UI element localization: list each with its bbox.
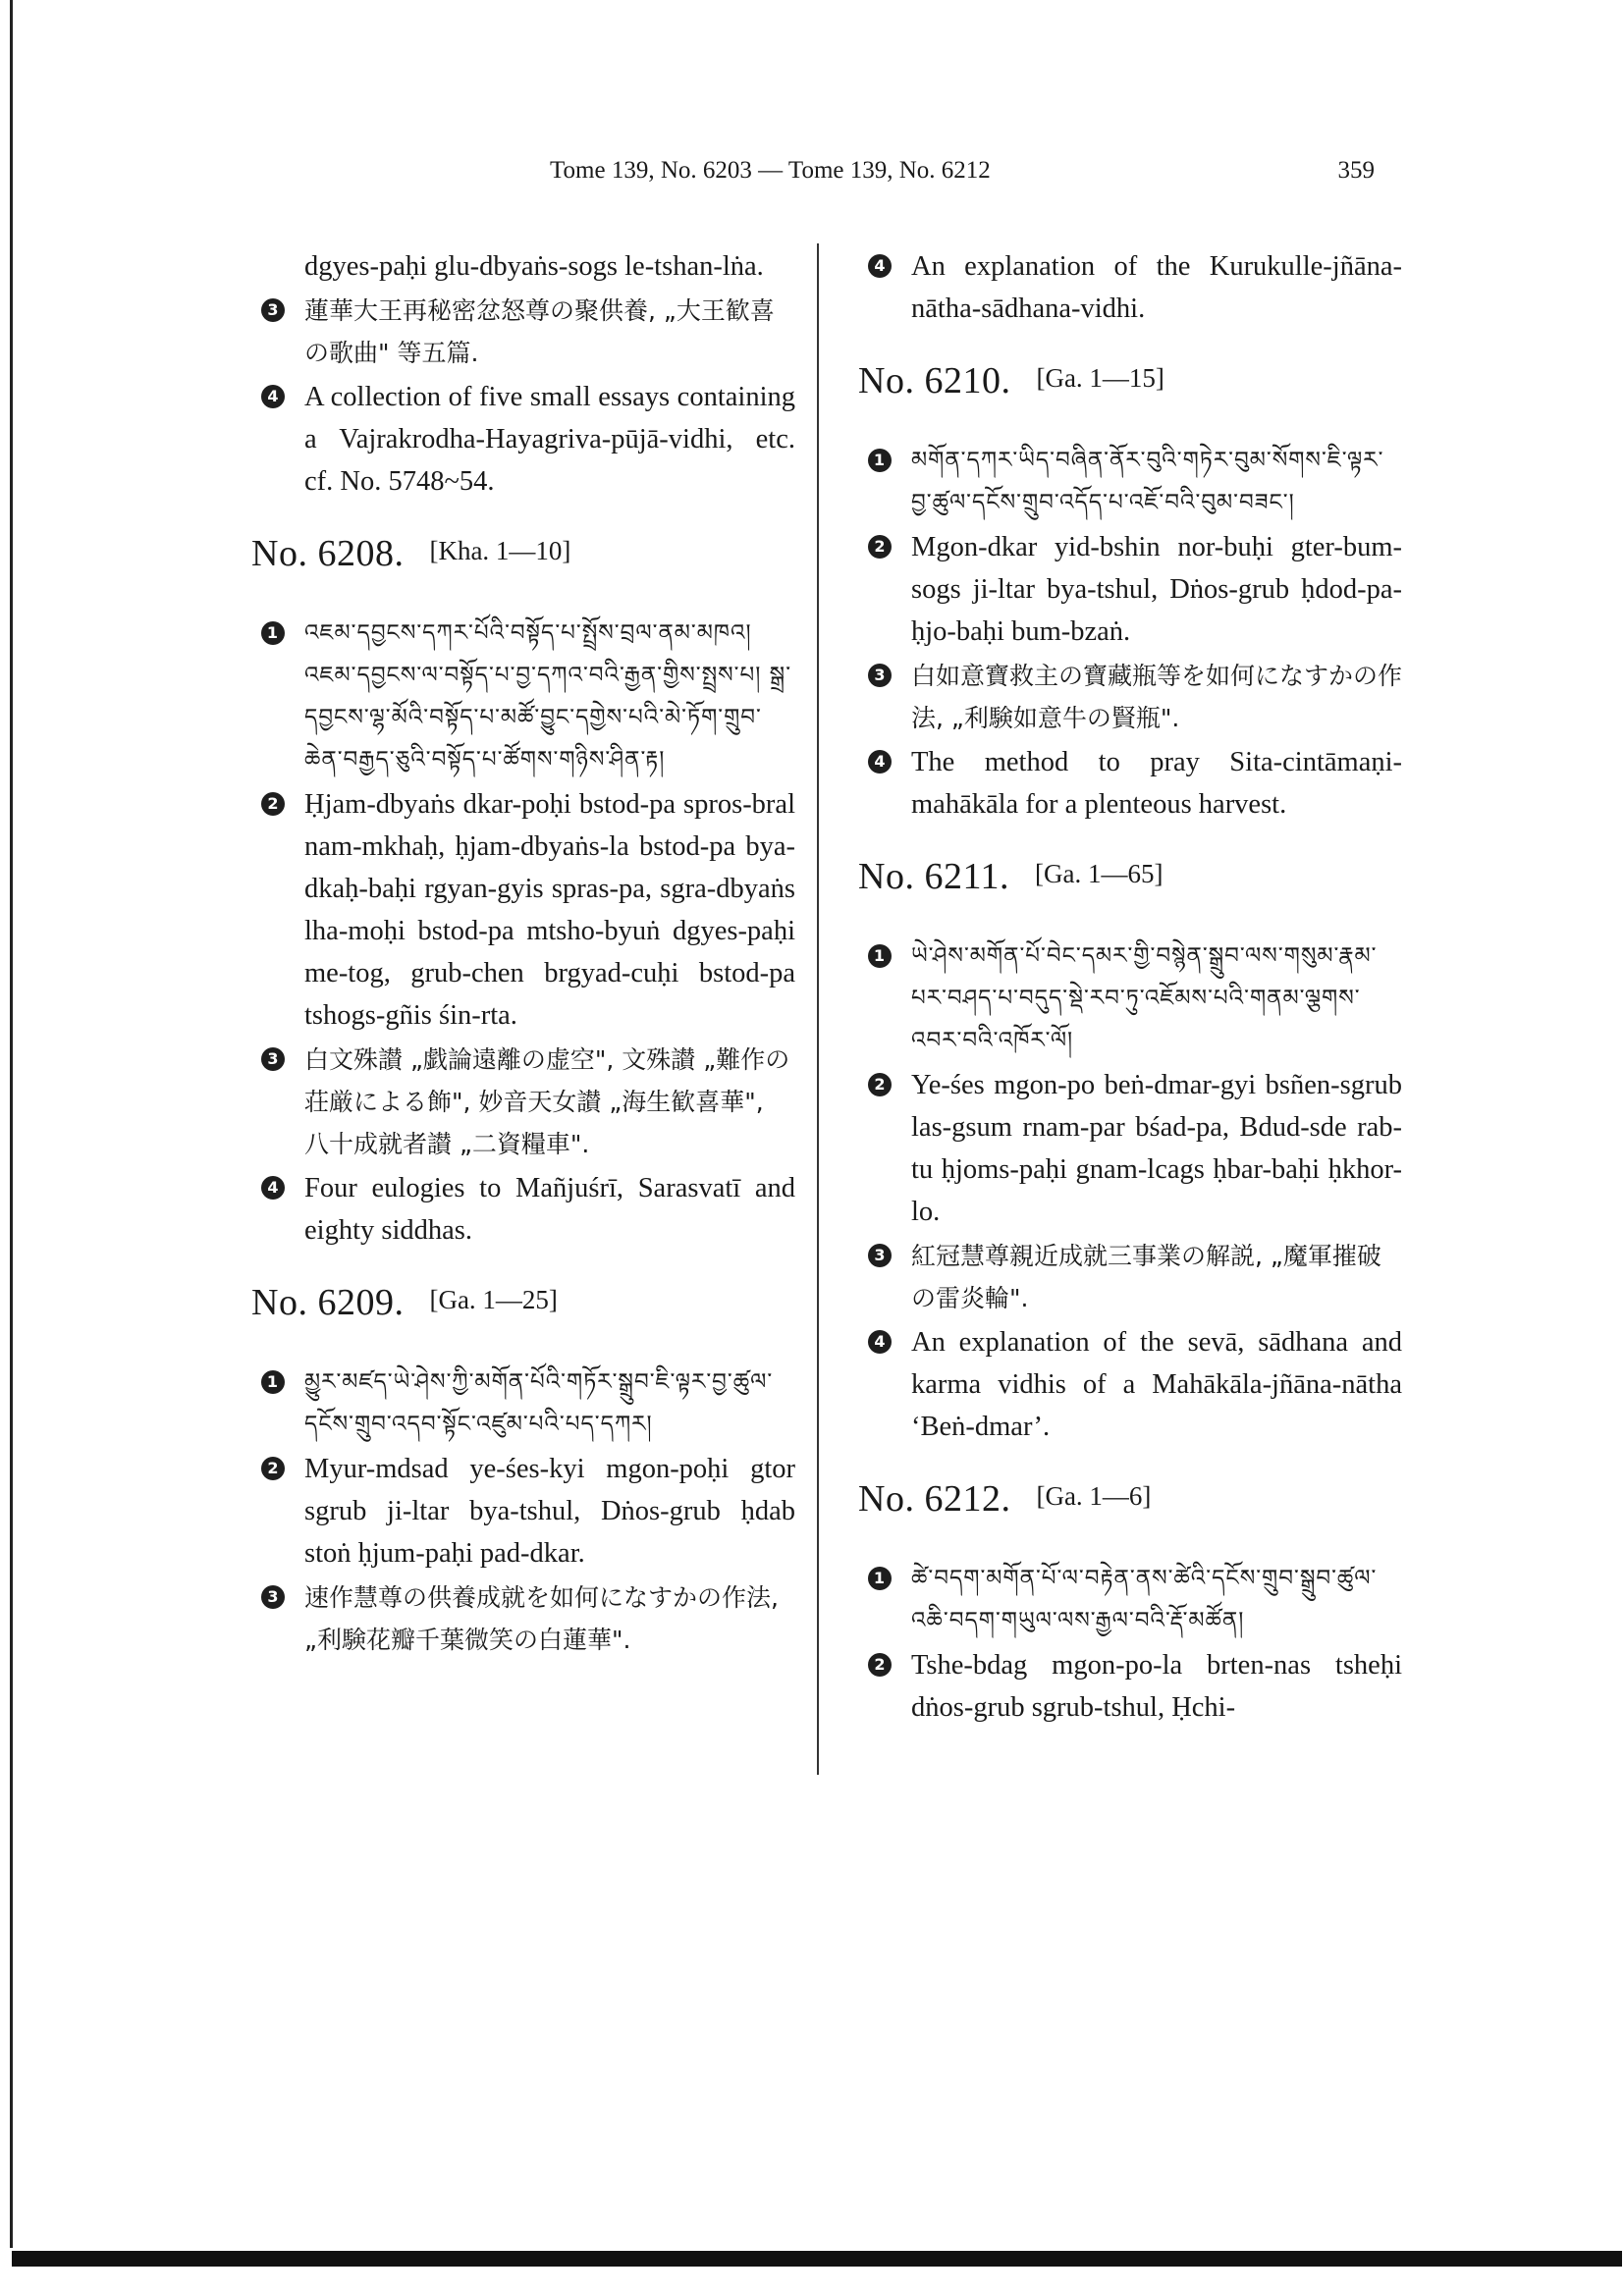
- marker-2-icon: 2: [261, 792, 285, 816]
- entry-heading-6209: [251, 1279, 795, 1334]
- marker-3-icon: 3: [868, 664, 892, 687]
- running-header: [550, 157, 1375, 192]
- entry-heading-6208: [251, 530, 795, 585]
- entry-heading-6212: [858, 1475, 1402, 1530]
- continuation-translit: dgyes-paḥi glu-dbyaṅs-sogs le-tshan-lṅa.: [304, 251, 764, 282]
- entry-reference: [Ga. 1—25]: [429, 1285, 558, 1314]
- marker-2-icon: 2: [868, 1073, 892, 1096]
- entry-6211-japanese: 3 紅冠慧尊親近成就三事業の解説, „魔軍摧破の雷炎輪".: [852, 1235, 1402, 1319]
- entry-6210-japanese: 3 白如意寶救主の寶藏瓶等を如何になすかの作法, „利験如意牛の賢瓶".: [852, 655, 1402, 739]
- entry-6209-tibetan: 1 མྱུར་མཛད་ཡེ་ཤེས་ཀྱི་མགོན་པོའི་གཏོར་སྒྲུབ་ཇི་ལྟར་བྱ་ཚུལ་དངོས་གྲུབ་འདབ་སྟོང་འཛུམ་པའི་པད་དཀར།: [245, 1362, 795, 1446]
- continuation-english: 4 An explanation of the Kurukulle-jñāna-nātha-sādhana-vidhi.: [852, 245, 1402, 330]
- marker-3-icon: 3: [868, 1244, 892, 1267]
- entry-6208-japanese: 3 白文殊讃 „戯論遠離の虚空", 文殊讃 „難作の荘厳による飾", 妙音天女讃 „海生歓喜華", 八十成就者讃 „二資糧車".: [245, 1039, 795, 1165]
- entry-heading-6211: [858, 853, 1402, 908]
- entry-number: No. 6209.: [251, 1282, 405, 1323]
- entry-reference: [Kha. 1—10]: [429, 536, 571, 565]
- marker-1-icon: 1: [868, 1567, 892, 1590]
- entry-6211-tibetan: 1 ཡེ་ཤེས་མགོན་པོ་བེང་དམར་གྱི་བསྙེན་སྒྲུབ་ལས་གསུམ་རྣམ་པར་བཤད་པ་བདུད་སྡེ་རབ་ཏུ་འཇོམས་པའི་གནམ་ལྕགས་འབར་བའི་འཁོར་ལོ།: [852, 935, 1402, 1062]
- page-number: 359: [1337, 157, 1375, 184]
- column-divider: [817, 243, 819, 1775]
- marker-1-icon: 1: [868, 449, 892, 472]
- marker-3-icon: 3: [261, 1585, 285, 1609]
- scan-edge-left: [10, 0, 13, 2248]
- entry-heading-6210: [858, 357, 1402, 412]
- marker-4-icon: 4: [261, 385, 285, 408]
- continuation-english: 4 A collection of five small essays containing a Vajrakrodha-Hayagriva-pūjā-vidhi, etc. cf. No. 5748~54.: [245, 376, 795, 503]
- continuation-japanese: 3 蓮華大王再秘密忿怒尊の聚供養, „大王歓喜の歌曲" 等五篇.: [245, 290, 795, 374]
- running-title: Tome 139, No. 6203 — Tome 139, No. 6212: [550, 157, 991, 184]
- marker-1-icon: 1: [261, 621, 285, 645]
- marker-3-icon: 3: [261, 298, 285, 322]
- marker-1-icon: 1: [868, 944, 892, 968]
- right-column: [852, 245, 1402, 1731]
- entry-6212-translit: 2 Tshe-bdag mgon-po-la brten-nas tsheḥi dṅos-grub sgrub-tshul, Ḥchi-: [852, 1644, 1402, 1729]
- entry-6211-translit: 2 Ye-śes mgon-po beṅ-dmar-gyi bsñen-sgrub las-gsum rnam-par bśad-pa, Bdud-sde rab-tu ḥjoms-paḥi gnam-lcags ḥbar-baḥi ḥkhor-lo.: [852, 1064, 1402, 1233]
- entry-reference: [Ga. 1—15]: [1036, 363, 1164, 393]
- marker-2-icon: 2: [261, 1457, 285, 1480]
- entry-6211-english: 4 An explanation of the sevā, sādhana and karma vidhis of a Mahākāla-jñāna-nātha ‘Beṅ-dmar’.: [852, 1321, 1402, 1448]
- entry-6208-english: 4 Four eulogies to Mañjuśrī, Sarasvatī and eighty siddhas.: [245, 1167, 795, 1252]
- marker-2-icon: 2: [868, 535, 892, 559]
- entry-number: No. 6210.: [858, 360, 1011, 401]
- marker-4-icon: 4: [868, 1330, 892, 1354]
- entry-number: No. 6211.: [858, 856, 1010, 897]
- entry-reference: [Ga. 1—65]: [1035, 859, 1164, 888]
- entry-6208-translit: 2 Ḥjam-dbyaṅs dkar-poḥi bstod-pa spros-bral nam-mkhaḥ, ḥjam-dbyaṅs-la bstod-pa bya-dkaḥ-baḥi rgyan-gyis spras-pa, sgra-dbyaṅs lha-moḥi bstod-pa mtsho-byuṅ dgyes-paḥi me-tog, grub-chen brgyad-cuḥi bstod-pa tshogs-gñis śin-rta.: [245, 783, 795, 1037]
- marker-3-icon: 3: [261, 1047, 285, 1071]
- entry-reference: [Ga. 1—6]: [1036, 1481, 1152, 1511]
- marker-4-icon: 4: [868, 254, 892, 278]
- scan-edge-bottom: [12, 2251, 1622, 2267]
- marker-2-icon: 2: [868, 1653, 892, 1677]
- entry-6209-japanese: 3 速作慧尊の供養成就を如何になすかの作法, „利験花瓣千葉微笑の白蓮華".: [245, 1576, 795, 1661]
- entry-6209-translit: 2 Myur-mdsad ye-śes-kyi mgon-poḥi gtor sgrub ji-ltar bya-tshul, Dṅos-grub ḥdab stoṅ ḥjum-paḥi pad-dkar.: [245, 1448, 795, 1575]
- marker-4-icon: 4: [261, 1176, 285, 1200]
- entry-6212-tibetan: 1 ཚེ་བདག་མགོན་པོ་ལ་བརྟེན་ནས་ཚེའི་དངོས་གྲུབ་སྒྲུབ་ཚུལ་འཆི་བདག་གཡུལ་ལས་རྒྱལ་བའི་རྡོ་མཚོན།: [852, 1558, 1402, 1642]
- entry-6210-english: 4 The method to pray Sita-cintāmaṇi-mahākāla for a plenteous harvest.: [852, 741, 1402, 826]
- entry-6210-tibetan: 1 མགོན་དཀར་ཡིད་བཞིན་ནོར་བུའི་གཏེར་བུམ་སོགས་ཇི་ལྟར་བྱ་ཚུལ་དངོས་གྲུབ་འདོད་པ་འཇོ་བའི་བུམ་བཟང་།: [852, 440, 1402, 524]
- left-column: [245, 245, 795, 1663]
- marker-1-icon: 1: [261, 1370, 285, 1394]
- entry-number: No. 6208.: [251, 533, 405, 574]
- entry-number: No. 6212.: [858, 1478, 1011, 1520]
- entry-6208-tibetan: 1 འཇམ་དབྱངས་དཀར་པོའི་བསྟོད་པ་སྤྲོས་བྲལ་ནམ་མཁའ། འཇམ་དབྱངས་ལ་བསྟོད་པ་བྱ་དཀའ་བའི་རྒྱན་གྱིས་སྤྲས་པ། སྒྲ་དབྱངས་ལྷ་མོའི་བསྟོད་པ་མཚོ་བྱུང་དགྱེས་པའི་མེ་ཏོག་གྲུབ་ཆེན་བརྒྱད་ཅུའི་བསྟོད་པ་ཚོགས་གཉིས་ཤིན་རྟ།: [245, 613, 795, 781]
- marker-4-icon: 4: [868, 750, 892, 774]
- entry-6210-translit: 2 Mgon-dkar yid-bshin nor-buḥi gter-bum-sogs ji-ltar bya-tshul, Dṅos-grub ḥdod-pa-ḥjo-baḥi bum-bzaṅ.: [852, 526, 1402, 653]
